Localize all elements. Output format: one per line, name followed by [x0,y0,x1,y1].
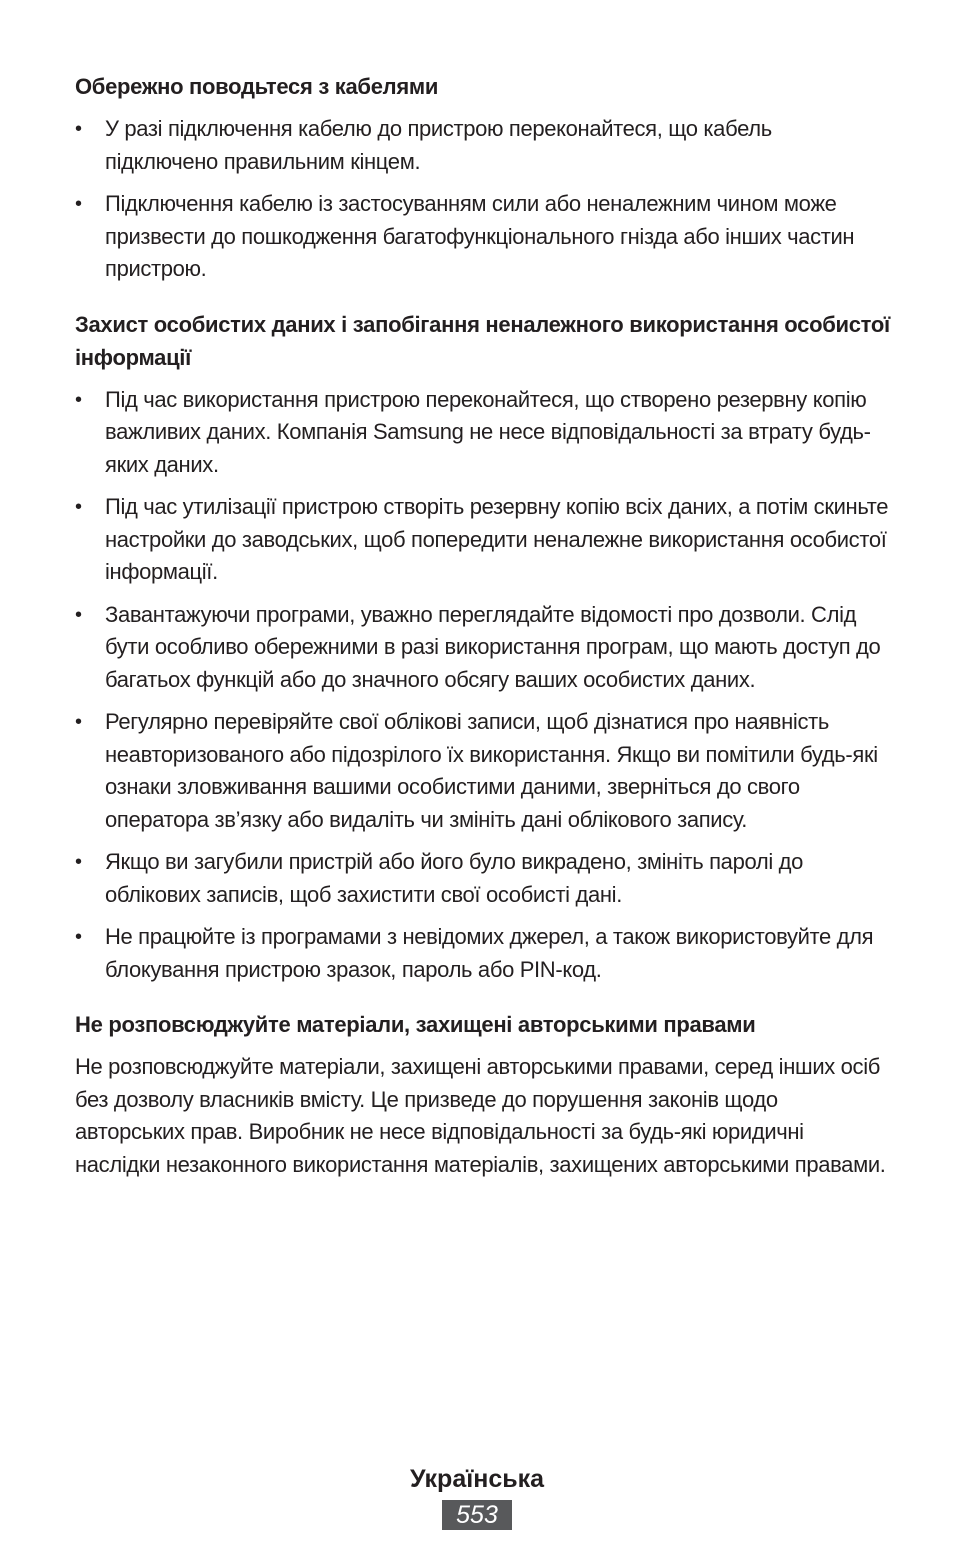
bullet-icon: • [75,388,82,411]
section-paragraph: Не розповсюджуйте матеріали, захищені авторськими правами, серед інших осіб без дозволу власників вмісту. Це призведе до порушення законів щодо авторських прав. Виробник не несе відповідальності за будь-які юридичні наслідки незаконного використання матеріалів, захищених авторськими правами. [75,1054,886,1177]
list-item-text: Завантажуючи програми, уважно переглядайте відомості про дозволи. Слід бути особливо обережними в разі використання програм, що мають доступ до багатьох функцій або до значного обсягу ваших особистих даних. [105,601,881,692]
section-cables [75,70,890,286]
footer-language: Українська [409,1465,545,1493]
list-item-text: Регулярно перевіряйте свої облікові записи, щоб дізнатися про наявність неавторизованого або підозрілого їх використання. Якщо ви помітили будь-які ознаки зловживання вашими особистими даними, зверніться до свого оператора зв’язку або видаліть чи змініть дані облікового запису. [105,709,878,832]
list-item [75,921,890,986]
list-item [75,113,890,178]
bullet-icon: • [75,193,82,215]
list-item-text: Підключення кабелю із застосуванням сили або неналежним чином може призвести до пошкодження багатофункціонального гнізда або інших частин пристрою. [105,191,855,281]
page-footer [0,1462,954,1530]
section-copyright [75,1008,890,1181]
bullet-icon: • [75,926,82,948]
section-heading: Не розповсюджуйте матеріали, захищені авторськими правами [75,1012,756,1037]
bullet-icon: • [75,118,82,140]
list-item-text: Під час використання пристрою переконайтеся, що створено резервну копію важливих даних. Компанія Samsung не несе відповідальності за втрату будь-яких даних. [105,386,871,477]
bullet-icon: • [75,711,82,733]
bullet-icon: • [75,851,82,873]
list-item [75,384,890,482]
list-item [75,599,890,697]
list-item [75,846,890,911]
list-item-text: У разі підключення кабелю до пристрою переконайтеся, що кабель підключено правильним кінцем. [105,116,772,174]
document-body [75,70,890,1203]
list-item-text: Якщо ви загубили пристрій або його було викрадено, змініть паролі до облікових записів, щоб захистити свої особисті дані. [105,849,804,907]
bullet-list [75,113,890,286]
section-heading: Обережно поводьтеся з кабелями [75,74,439,99]
bullet-list [75,384,890,987]
list-item [75,491,890,589]
list-item [75,188,890,286]
bullet-icon: • [75,496,82,518]
section-heading: Захист особистих даних і запобігання неналежного використання особистої інформації [75,311,890,370]
bullet-icon: • [75,603,82,626]
page-number-badge: 553 [442,1500,512,1530]
list-item [75,706,890,836]
list-item-text: Не працюйте із програмами з невідомих джерел, а також використовуйте для блокування пристрою зразок, пароль або PIN-код. [105,924,874,982]
section-privacy [75,308,890,987]
list-item-text: Під час утилізації пристрою створіть резервну копію всіх даних, а потім скиньте настройки до заводських, щоб попередити неналежне використання особистої інформації. [105,494,889,584]
